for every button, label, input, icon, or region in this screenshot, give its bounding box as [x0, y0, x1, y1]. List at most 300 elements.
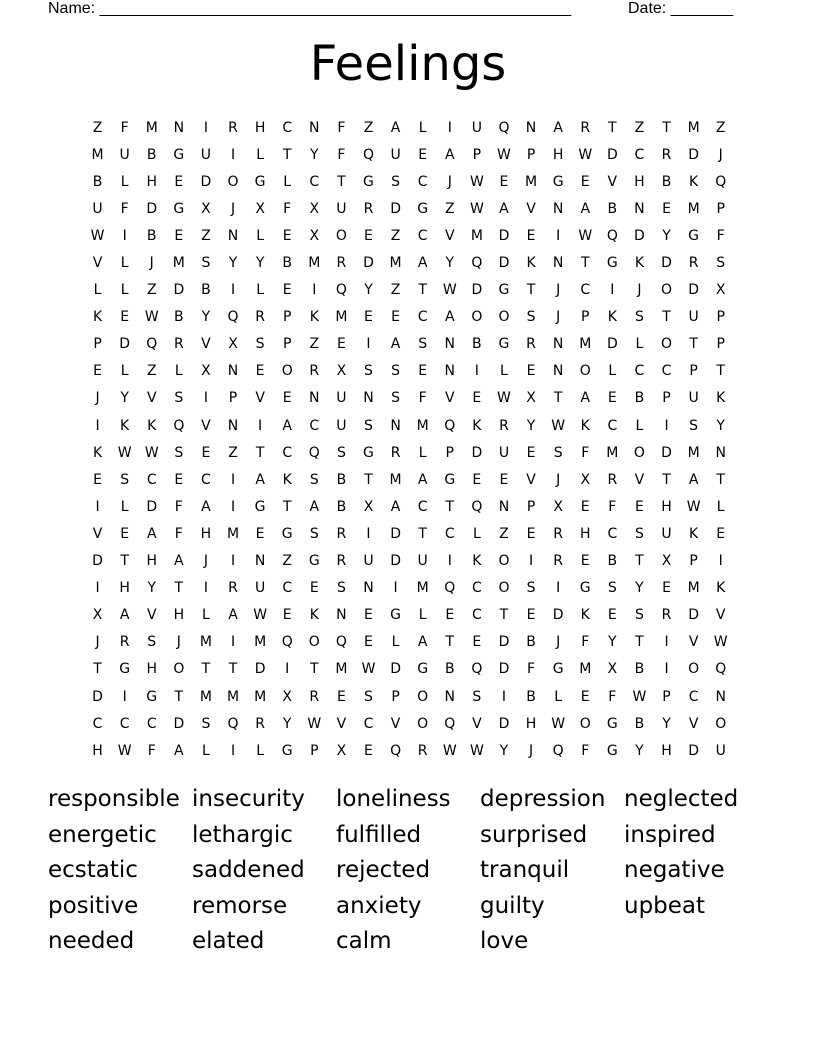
grid-letter: T: [282, 498, 292, 515]
grid-letter: J: [230, 200, 236, 217]
grid-letter: E: [174, 471, 184, 488]
grid-row: [84, 520, 734, 547]
grid-letter: H: [146, 553, 157, 570]
grid-letter: L: [283, 173, 292, 190]
grid-letter: W: [713, 634, 728, 651]
grid-letter: U: [417, 553, 428, 570]
grid-letter: E: [526, 227, 536, 244]
grid-letter: D: [552, 607, 564, 624]
grid-letter: Y: [499, 742, 509, 759]
grid-letter: C: [417, 227, 428, 244]
grid-letter: E: [391, 309, 400, 326]
grid-letter: H: [200, 525, 212, 542]
grid-letter: D: [390, 525, 401, 542]
grid-letter: J: [556, 634, 561, 651]
grid-letter: G: [254, 498, 266, 515]
grid-letter: I: [95, 580, 100, 597]
grid-letter: F: [120, 200, 129, 217]
grid-letter: X: [580, 471, 591, 488]
grid-letter: Q: [281, 634, 293, 651]
grid-letter: O: [661, 282, 673, 299]
grid-letter: Y: [445, 255, 455, 272]
grid-letter: M: [525, 173, 538, 190]
grid-letter: T: [662, 309, 671, 326]
grid-letter: F: [337, 119, 346, 136]
grid-letter: C: [282, 119, 293, 136]
grid-letter: V: [255, 390, 265, 407]
grid-letter: N: [444, 336, 455, 353]
grid-letter: D: [606, 146, 618, 163]
grid-letter: Y: [147, 580, 157, 597]
grid-letter: J: [637, 282, 642, 299]
grid-letter: X: [255, 200, 265, 217]
grid-letter: J: [718, 146, 723, 163]
grid-letter: V: [146, 390, 157, 407]
grid-letter: O: [498, 580, 510, 597]
grid-letter: Q: [335, 282, 347, 299]
grid-row: [84, 629, 734, 656]
grid-letter: X: [336, 742, 347, 759]
grid-letter: Q: [715, 173, 727, 190]
grid-letter: X: [309, 200, 320, 217]
grid-letter: G: [308, 553, 320, 570]
grid-letter: W: [90, 227, 105, 244]
grid-row: [84, 493, 734, 520]
grid-letter: T: [499, 607, 509, 624]
word-bank-item: anxiety: [336, 892, 422, 919]
grid-letter: U: [498, 444, 510, 461]
grid-letter: H: [579, 525, 591, 542]
grid-letter: O: [688, 661, 700, 678]
grid-letter: F: [716, 227, 725, 244]
grid-letter: J: [203, 553, 208, 570]
word-bank-item: loneliness: [336, 786, 451, 812]
grid-letter: N: [525, 119, 537, 136]
grid-letter: W: [307, 715, 322, 732]
grid-letter: P: [472, 146, 482, 163]
grid-letter: C: [417, 309, 428, 326]
grid-letter: A: [499, 200, 509, 217]
grid-letter: O: [498, 553, 510, 570]
grid-letter: Y: [526, 417, 536, 434]
grid-letter: E: [255, 525, 265, 542]
grid-letter: P: [716, 200, 725, 217]
grid-row: [84, 439, 734, 466]
grid-row: [84, 466, 734, 493]
grid-letter: N: [390, 417, 401, 434]
grid-letter: S: [553, 444, 563, 461]
grid-letter: E: [120, 525, 130, 542]
grid-letter: F: [147, 742, 156, 759]
grid-letter: D: [688, 607, 699, 624]
grid-row: [84, 222, 734, 249]
grid-letter: I: [203, 119, 208, 136]
word-bank-item: calm: [336, 928, 392, 955]
grid-letter: T: [716, 363, 725, 380]
grid-letter: E: [662, 580, 671, 597]
grid-letter: F: [418, 390, 427, 407]
grid-letter: I: [230, 282, 236, 299]
grid-letter: Z: [146, 282, 157, 299]
word-bank-item: needed: [48, 928, 135, 955]
grid-letter: T: [662, 119, 671, 136]
grid-row: [84, 168, 734, 195]
grid-letter: W: [551, 715, 566, 732]
grid-letter: A: [255, 471, 265, 488]
grid-letter: N: [715, 444, 726, 461]
grid-letter: S: [174, 390, 184, 407]
grid-letter: O: [633, 444, 645, 461]
grid-letter: S: [634, 607, 644, 624]
word-bank-item: rejected: [336, 857, 431, 884]
date-field-label: Date: _______: [628, 0, 733, 17]
grid-letter: B: [634, 661, 645, 678]
grid-letter: C: [119, 715, 130, 732]
grid-letter: G: [173, 146, 185, 163]
grid-letter: R: [255, 309, 265, 326]
grid-letter: T: [716, 471, 725, 488]
grid-letter: V: [92, 525, 103, 542]
grid-letter: P: [526, 146, 536, 163]
grid-letter: Q: [471, 661, 483, 678]
grid-letter: R: [363, 200, 374, 217]
grid-letter: G: [579, 580, 591, 597]
name-field-label: Name: _____________________________________________________: [48, 0, 572, 17]
grid-letter: L: [120, 498, 129, 515]
grid-letter: Q: [390, 742, 402, 759]
grid-letter: O: [417, 715, 429, 732]
grid-letter: F: [608, 498, 617, 515]
grid-letter: U: [390, 146, 401, 163]
grid-letter: H: [661, 742, 672, 759]
grid-letter: E: [607, 390, 617, 407]
grid-letter: R: [309, 363, 320, 380]
grid-letter: D: [688, 146, 699, 163]
grid-letter: M: [172, 255, 185, 272]
grid-letter: S: [634, 309, 644, 326]
grid-letter: L: [635, 336, 644, 353]
grid-letter: I: [664, 661, 669, 678]
grid-letter: E: [526, 525, 536, 542]
grid-letter: Z: [634, 119, 645, 136]
grid-letter: D: [173, 715, 185, 732]
grid-letter: G: [688, 227, 700, 244]
grid-letter: A: [201, 498, 211, 515]
grid-letter: K: [472, 553, 482, 570]
grid-letter: G: [363, 173, 374, 190]
grid-letter: T: [93, 661, 102, 678]
grid-letter: X: [526, 390, 536, 407]
grid-letter: H: [254, 119, 266, 136]
word-bank: [48, 782, 768, 960]
grid-letter: E: [526, 607, 536, 624]
word-bank-item: surprised: [480, 821, 588, 848]
grid-letter: Y: [310, 146, 319, 163]
word-bank-item: neglected: [624, 786, 739, 812]
grid-letter: M: [199, 634, 212, 651]
grid-letter: A: [390, 336, 401, 353]
grid-letter: D: [390, 661, 401, 678]
grid-letter: I: [664, 634, 669, 651]
grid-letter: J: [556, 309, 561, 326]
grid-letter: E: [580, 553, 590, 570]
grid-letter: Z: [363, 119, 374, 136]
grid-letter: D: [173, 282, 185, 299]
grid-letter: K: [309, 309, 319, 326]
grid-letter: R: [336, 255, 347, 272]
grid-letter: N: [715, 688, 726, 705]
grid-letter: L: [120, 173, 129, 190]
grid-letter: I: [366, 336, 371, 353]
grid-letter: Y: [662, 715, 671, 732]
grid-letter: W: [117, 742, 132, 759]
grid-letter: U: [92, 200, 103, 217]
grid-letter: U: [363, 553, 374, 570]
grid-letter: E: [580, 498, 590, 515]
grid-letter: I: [230, 742, 236, 759]
grid-letter: B: [336, 498, 347, 515]
grid-letter: Q: [471, 255, 483, 272]
grid-letter: A: [417, 634, 428, 651]
grid-letter: S: [526, 309, 536, 326]
grid-letter: L: [174, 363, 183, 380]
grid-letter: B: [146, 146, 157, 163]
grid-letter: N: [552, 255, 564, 272]
grid-letter: C: [471, 580, 482, 597]
grid-letter: E: [445, 607, 455, 624]
grid-letter: Y: [120, 390, 129, 407]
grid-letter: U: [119, 146, 130, 163]
grid-letter: W: [632, 688, 647, 705]
word-bank-item: love: [480, 928, 529, 955]
grid-letter: B: [146, 227, 157, 244]
grid-letter: A: [417, 471, 428, 488]
grid-letter: A: [390, 119, 401, 136]
grid-letter: K: [689, 525, 699, 542]
grid-letter: C: [634, 363, 645, 380]
grid-letter: V: [201, 336, 211, 353]
grid-letter: K: [92, 309, 103, 326]
grid-letter: K: [607, 309, 617, 326]
grid-letter: G: [444, 471, 456, 488]
grid-letter: B: [472, 336, 482, 353]
grid-letter: A: [553, 119, 563, 136]
grid-letter: D: [471, 282, 483, 299]
grid-letter: V: [92, 255, 103, 272]
grid-letter: X: [661, 553, 672, 570]
grid-letter: N: [309, 119, 320, 136]
grid-letter: B: [526, 688, 536, 705]
grid-letter: L: [500, 363, 508, 380]
grid-letter: P: [228, 390, 238, 407]
grid-letter: B: [634, 715, 645, 732]
grid-letter: Z: [499, 525, 509, 542]
grid-letter: I: [447, 553, 452, 570]
grid-letter: L: [120, 363, 129, 380]
grid-letter: F: [283, 200, 292, 217]
grid-letter: L: [554, 688, 563, 705]
grid-letter: W: [144, 444, 159, 461]
grid-letter: Q: [444, 580, 456, 597]
grid-letter: J: [528, 742, 534, 759]
grid-letter: T: [526, 282, 536, 299]
word-bank-item: remorse: [192, 892, 288, 919]
grid-letter: E: [634, 498, 644, 515]
grid-letter: S: [174, 444, 184, 461]
grid-letter: O: [417, 688, 429, 705]
grid-letter: S: [391, 363, 401, 380]
grid-letter: H: [146, 661, 157, 678]
grid-letter: D: [200, 173, 212, 190]
grid-letter: B: [634, 390, 645, 407]
grid-letter: S: [391, 173, 401, 190]
grid-letter: P: [662, 390, 671, 407]
grid-letter: M: [687, 119, 700, 136]
grid-letter: E: [607, 607, 617, 624]
grid-row: [84, 141, 734, 168]
grid-letter: U: [715, 742, 726, 759]
grid-letter: E: [282, 227, 292, 244]
grid-letter: G: [606, 742, 618, 759]
grid-row: [84, 358, 734, 385]
grid-row: [84, 548, 734, 575]
grid-letter: T: [580, 255, 590, 272]
grid-row: [84, 656, 734, 683]
grid-letter: D: [92, 553, 103, 570]
grid-letter: C: [444, 525, 455, 542]
grid-letter: H: [552, 146, 564, 163]
worksheet-header: [0, 0, 816, 20]
grid-letter: H: [119, 580, 130, 597]
grid-letter: E: [282, 390, 292, 407]
grid-letter: Y: [608, 634, 617, 651]
grid-letter: I: [501, 688, 507, 705]
grid-letter: Q: [715, 661, 727, 678]
grid-letter: N: [254, 553, 266, 570]
grid-letter: L: [202, 607, 210, 624]
grid-letter: E: [580, 688, 590, 705]
grid-letter: Q: [227, 715, 239, 732]
grid-letter: U: [336, 417, 347, 434]
grid-letter: J: [556, 282, 561, 299]
grid-letter: P: [93, 336, 102, 353]
grid-letter: F: [608, 688, 617, 705]
grid-letter: C: [146, 715, 157, 732]
grid-letter: E: [418, 146, 428, 163]
grid-letter: S: [336, 444, 346, 461]
grid-letter: W: [253, 607, 268, 624]
grid-letter: U: [661, 525, 672, 542]
grid-letter: Q: [552, 742, 564, 759]
grid-letter: T: [608, 119, 617, 136]
grid-letter: R: [417, 742, 428, 759]
word-bank-item: saddened: [192, 857, 305, 884]
grid-letter: C: [282, 580, 293, 597]
word-bank-item: energetic: [48, 821, 157, 848]
grid-letter: O: [498, 309, 510, 326]
grid-letter: C: [580, 282, 591, 299]
grid-letter: E: [282, 607, 292, 624]
grid-letter: Q: [308, 444, 320, 461]
word-bank-item: fulfilled: [336, 821, 422, 848]
grid-letter: P: [716, 336, 725, 353]
grid-letter: S: [607, 580, 617, 597]
grid-letter: F: [581, 634, 590, 651]
grid-letter: L: [418, 119, 427, 136]
grid-letter: W: [686, 498, 701, 515]
grid-letter: N: [363, 390, 374, 407]
grid-letter: E: [526, 363, 536, 380]
grid-letter: C: [634, 146, 645, 163]
grid-letter: L: [256, 742, 265, 759]
grid-letter: J: [176, 634, 181, 651]
grid-letter: P: [526, 498, 536, 515]
word-bank-item: ecstatic: [48, 857, 138, 884]
grid-row: [84, 683, 734, 710]
grid-letter: S: [309, 525, 319, 542]
grid-letter: I: [556, 580, 561, 597]
grid-letter: L: [202, 742, 210, 759]
grid-letter: W: [144, 309, 159, 326]
grid-letter: S: [201, 255, 211, 272]
grid-letter: R: [255, 715, 265, 732]
grid-letter: N: [227, 363, 239, 380]
grid-letter: O: [227, 173, 239, 190]
grid-letter: D: [498, 227, 510, 244]
grid-letter: T: [310, 661, 319, 678]
grid-letter: A: [174, 742, 184, 759]
grid-letter: S: [201, 715, 211, 732]
grid-letter: D: [390, 200, 401, 217]
grid-letter: E: [174, 173, 184, 190]
grid-letter: E: [364, 227, 373, 244]
grid-letter: T: [255, 444, 265, 461]
grid-letter: D: [498, 255, 510, 272]
grid-letter: K: [472, 417, 482, 434]
word-bank-item: elated: [192, 928, 265, 955]
grid-letter: D: [634, 227, 645, 244]
grid-letter: M: [687, 444, 700, 461]
grid-letter: R: [661, 607, 672, 624]
grid-letter: P: [581, 309, 590, 326]
grid-letter: V: [444, 227, 455, 244]
grid-letter: L: [472, 525, 481, 542]
grid-letter: E: [336, 336, 346, 353]
grid-letter: T: [635, 634, 644, 651]
grid-letter: M: [687, 200, 700, 217]
grid-letter: H: [92, 742, 103, 759]
grid-letter: N: [363, 580, 374, 597]
grid-letter: I: [95, 498, 100, 515]
grid-letter: Z: [92, 119, 103, 136]
grid-letter: H: [146, 173, 157, 190]
grid-letter: G: [173, 200, 185, 217]
grid-letter: X: [201, 200, 211, 217]
grid-letter: L: [716, 498, 725, 515]
grid-letter: A: [282, 417, 292, 434]
grid-letter: G: [146, 688, 158, 705]
grid-letter: E: [93, 471, 102, 488]
grid-letter: E: [364, 607, 373, 624]
grid-letter: M: [226, 688, 240, 705]
grid-letter: Q: [173, 417, 185, 434]
grid-letter: V: [634, 471, 645, 488]
grid-letter: I: [718, 553, 723, 570]
grid-letter: N: [336, 607, 347, 624]
word-bank-item: upbeat: [624, 892, 706, 919]
grid-letter: T: [120, 553, 129, 570]
grid-letter: U: [336, 200, 347, 217]
